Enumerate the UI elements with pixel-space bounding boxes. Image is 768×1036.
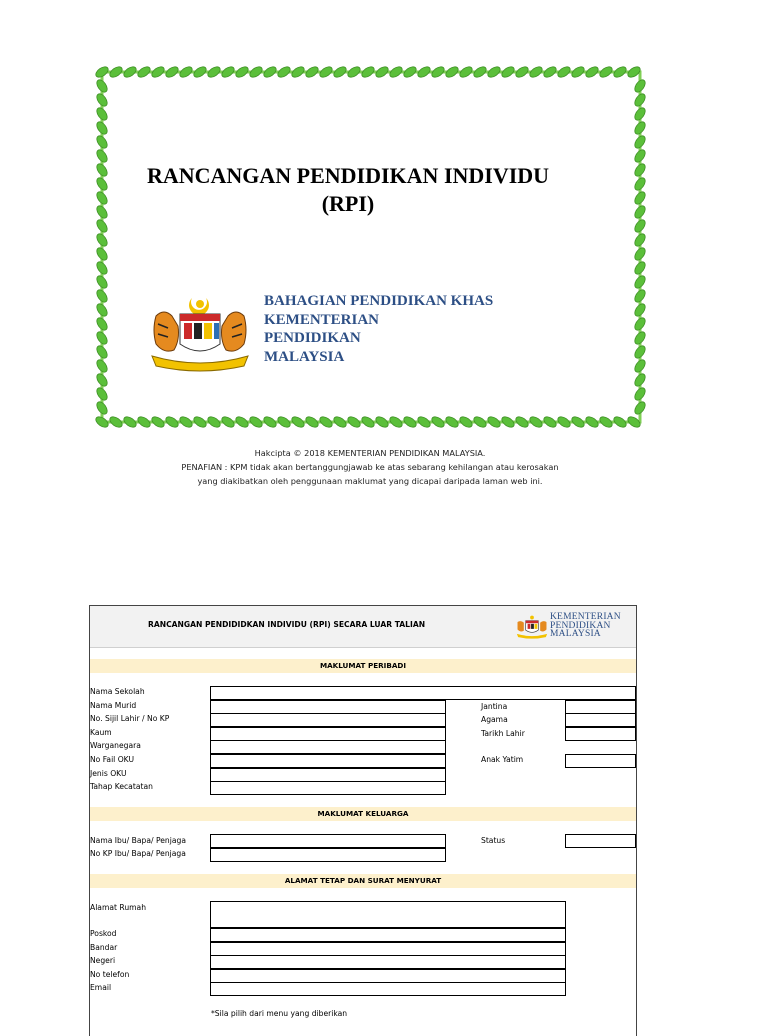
label-nama-murid: Nama Murid <box>90 701 137 710</box>
input-kp-penjaga[interactable] <box>210 848 446 862</box>
label-jenis-oku: Jenis OKU <box>90 769 127 778</box>
label-no-fail-oku: No Fail OKU <box>90 755 135 764</box>
cover-title-abbrev: (RPI) <box>321 191 375 216</box>
input-poskod[interactable] <box>210 928 566 942</box>
input-warganegara[interactable] <box>210 740 446 754</box>
label-poskod: Poskod <box>90 929 117 938</box>
disclaimer-text: yang diakibatkan oleh penggunaan maklumat yang dicapai daripada laman web ini. <box>197 476 543 486</box>
section-address: ALAMAT TETAP DAN SURAT MENYURAT <box>90 874 636 888</box>
input-negeri[interactable] <box>210 955 566 969</box>
label-tarikh-lahir: Tarikh Lahir <box>481 729 525 738</box>
label-kp-penjaga: No KP Ibu/ Bapa/ Penjaga <box>90 849 186 858</box>
ministry-logo-text <box>550 613 621 639</box>
logo-line: PENDIDIKAN <box>550 620 611 631</box>
input-nama-sekolah[interactable] <box>210 686 636 700</box>
input-nama-penjaga[interactable] <box>210 834 446 848</box>
label-tahap-kecatatan: Tahap Kecatatan <box>90 782 153 791</box>
ministry-crest-icon <box>515 614 549 640</box>
input-alamat-rumah[interactable] <box>210 901 566 928</box>
disclaimer-text: PENAFIAN : KPM tidak akan bertanggungjawab ke atas sebarang kehilangan atau kerosakan <box>181 462 559 472</box>
input-status[interactable] <box>565 834 636 848</box>
label-alamat-rumah: Alamat Rumah <box>90 903 147 912</box>
label-anak-yatim: Anak Yatim <box>481 755 524 764</box>
section-family: MAKLUMAT KELUARGA <box>90 807 636 821</box>
logo-line: KEMENTERIAN <box>550 612 621 622</box>
ministry-line: KEMENTERIAN <box>264 311 380 328</box>
section-personal: MAKLUMAT PERIBADI <box>90 659 636 673</box>
input-kaum[interactable] <box>210 727 446 741</box>
menu-note: *Sila pilih dari menu yang diberikan <box>211 1009 348 1018</box>
disclaimer <box>0 446 740 488</box>
copyright-text: Hakcipta © 2018 KEMENTERIAN PENDIDIKAN MALAYSIA. <box>254 448 486 458</box>
label-agama: Agama <box>481 715 508 724</box>
label-no-telefon: No telefon <box>90 970 130 979</box>
input-anak-yatim[interactable] <box>565 754 636 768</box>
ministry-name <box>264 292 493 366</box>
vine-border-icon <box>92 62 650 432</box>
label-warganegara: Warganegara <box>90 741 141 750</box>
input-sijil-lahir[interactable] <box>210 713 446 727</box>
ministry-line: BAHAGIAN PENDIDIKAN KHAS <box>264 293 494 309</box>
cover-title: RANCANGAN PENDIDIKAN INDIVIDU <box>146 163 550 188</box>
label-jantina: Jantina <box>481 702 508 711</box>
input-nama-murid[interactable] <box>210 700 446 714</box>
label-bandar: Bandar <box>90 943 118 952</box>
input-email[interactable] <box>210 982 566 996</box>
input-tahap-kecatatan[interactable] <box>210 781 446 795</box>
label-kaum: Kaum <box>90 728 112 737</box>
ministry-line: PENDIDIKAN <box>264 330 361 346</box>
label-nama-penjaga: Nama Ibu/ Bapa/ Penjaga <box>90 836 186 845</box>
label-nama-sekolah: Nama Sekolah <box>90 687 145 696</box>
input-no-fail-oku[interactable] <box>210 754 446 768</box>
cover-page <box>92 62 650 432</box>
input-jenis-oku[interactable] <box>210 768 446 782</box>
label-status: Status <box>481 836 506 845</box>
input-tarikh-lahir[interactable] <box>565 727 636 741</box>
input-jantina[interactable] <box>565 700 636 714</box>
label-sijil-lahir: No. Sijil Lahir / No KP <box>90 714 170 723</box>
input-no-telefon[interactable] <box>210 969 566 983</box>
label-negeri: Negeri <box>90 956 116 965</box>
malaysia-coat-of-arms-icon <box>146 294 254 374</box>
ministry-line: MALAYSIA <box>264 348 345 365</box>
rpi-form <box>89 605 637 1036</box>
form-header <box>90 606 636 648</box>
form-title: RANCANGAN PENDIDIDKAN INDIVIDU (RPI) SECARA LUAR TALIAN <box>148 620 426 629</box>
logo-line: MALAYSIA <box>550 629 601 640</box>
input-bandar[interactable] <box>210 942 566 956</box>
label-email: Email <box>90 983 112 992</box>
input-agama[interactable] <box>565 713 636 727</box>
